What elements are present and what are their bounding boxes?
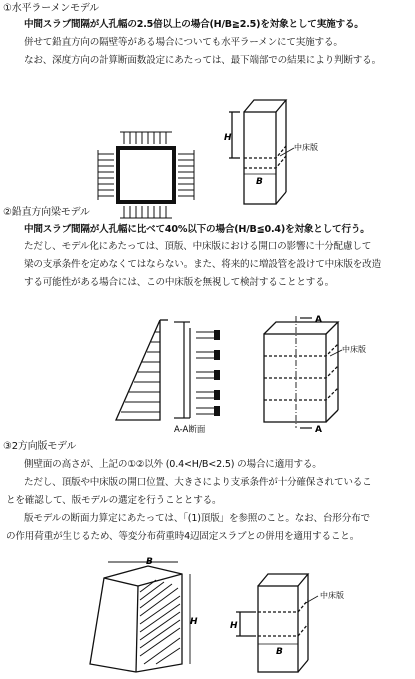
section3-line5: の作用荷重が生じるため、等変分布荷重時4辺固定スラブとの併用を適用すること。 (6, 531, 360, 542)
section3-H2-label: H (230, 621, 238, 631)
section3-B2-label: B (276, 647, 283, 657)
section2-section-label: A-A断面 (174, 425, 206, 435)
section2-line1: 中間スラブ間隔が人孔幅に比べて40%以下の場合(H/B≦0.4)を対象として行う。 (24, 224, 370, 235)
section2-A-top: A (315, 315, 322, 325)
section2-floor-label: 中床版 (342, 345, 366, 354)
section1-B-label: B (256, 177, 263, 187)
section3-heading: ③2方向版モデル (3, 441, 77, 452)
section1-line2: 併せて鉛直方向の隔壁等がある場合についても水平ラーメンにて実施する。 (24, 37, 343, 48)
section1-heading: ①水平ラーメンモデル (3, 3, 99, 14)
section2-heading: ②鉛直方向梁モデル (3, 207, 90, 218)
section2-box-figure (252, 315, 382, 435)
section3-box-figure (228, 572, 358, 676)
section2-line3: 梁の支承条件を定めなくてはならない。また、将来的に増設管を設けて中床版を改造 (24, 259, 381, 270)
section3-line4: 版モデルの断面力算定にあたっては、「(1)頂版」を参照のこと。なお、台形分布で (24, 513, 370, 524)
section3-H-label: H (190, 617, 198, 627)
section3-line3: とを確認して、版モデルの選定を行うこととする。 (6, 495, 222, 506)
section2-line2: ただし、モデル化にあたっては、頂版、中床版における開口の影響に十分配慮して (24, 241, 372, 252)
section1-floor-label: 中床版 (294, 143, 318, 152)
section2-beam-figure (170, 318, 234, 436)
section3-slab-figure (86, 557, 198, 674)
section3-floor-label: 中床版 (320, 591, 344, 600)
section1-H-label: H (224, 133, 232, 143)
section2-load-diagram (112, 318, 172, 428)
section3-B-label: B (146, 557, 153, 567)
section1-box-figure (222, 98, 342, 210)
section2-A-bottom: A (315, 425, 322, 435)
section3-line1: 側壁面の高さが、上記の①②以外 (0.4<H/B<2.5) の場合に適用する。 (24, 459, 322, 470)
section1-frame-figure (96, 130, 196, 220)
section2-line4: する可能性がある場合には、この中床版を無視して検討することとする。 (24, 277, 334, 288)
section1-line1: 中間スラブ間隔が人孔幅の2.5倍以上の場合(H/B≧2.5)を対象として実施する。 (24, 19, 364, 30)
section3-line2: ただし、頂版や中床版の開口位置、大きさにより支承条件が十分確保されているこ (24, 477, 372, 488)
section1-line3: なお、深度方向の計算断面数設定にあたっては、最下端部での結果により判断する。 (24, 55, 381, 66)
